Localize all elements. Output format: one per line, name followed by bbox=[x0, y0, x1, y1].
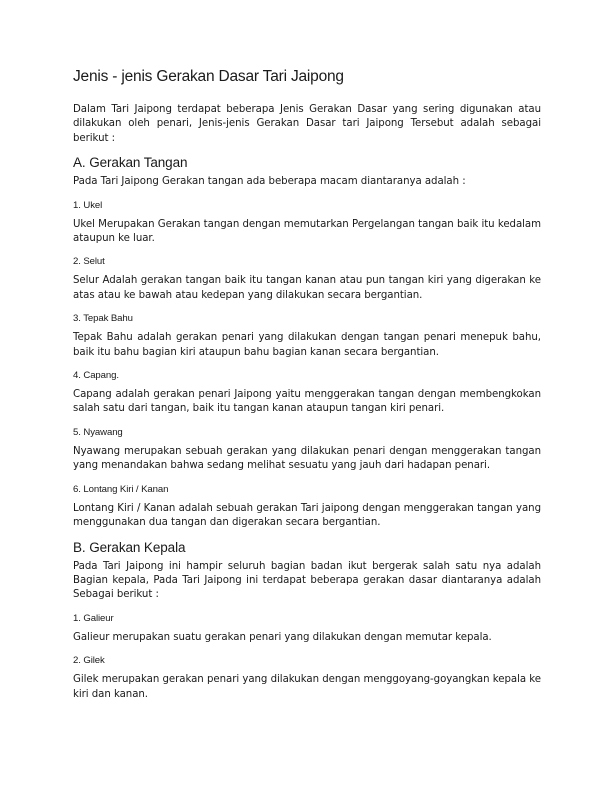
item-heading: 5. Nyawang bbox=[73, 426, 123, 438]
document-page bbox=[73, 68, 541, 702]
item-heading: 1. Ukel bbox=[73, 199, 103, 211]
item-ukel bbox=[73, 200, 541, 247]
item-heading: 2. Selut bbox=[73, 256, 105, 268]
item-nyawang bbox=[73, 427, 541, 474]
document-title: Jenis - jenis Gerakan Dasar Tari Jaipong bbox=[73, 68, 344, 85]
document-intro: Dalam Tari Jaipong terdapat beberapa Jenis Gerakan Dasar yang sering digunakan atau dilakukan oleh penari, Jenis-jenis Gerakan Dasar tari Jaipong Tersebut adalah sebagai berikut : bbox=[73, 104, 541, 144]
item-text: Galieur merupakan suatu gerakan penari yang dilakukan dengan memutar kepala. bbox=[73, 631, 492, 643]
item-text: Selur Adalah gerakan tangan baik itu tangan kanan atau pun tangan kiri yang digerakan ke atas atau ke bawah atau kedepan yang dilakukan secara bergantian. bbox=[73, 275, 541, 301]
item-capang bbox=[73, 370, 541, 417]
item-text: Capang adalah gerakan penari Jaipong yaitu menggerakan tangan dengan membengkokan salah satu dari tangan, baik itu tangan kanan ataupun tangan kiri penari. bbox=[73, 389, 541, 415]
section-gerakan-tangan bbox=[73, 155, 541, 530]
item-text: Nyawang merupakan sebuah gerakan yang dilakukan penari dengan menggerakan tangan yang menandakan bahwa sedang melihat sesuatu yang jauh dari hadapan penari. bbox=[73, 445, 541, 472]
item-text: Ukel Merupakan Gerakan tangan dengan memutarkan Pergelangan tangan baik itu kedalam ataupun ke luar. bbox=[73, 218, 541, 245]
item-text: Lontang Kiri / Kanan adalah sebuah gerakan Tari jaipong dengan menggerakan tangan yang menggunakan dua tangan dan digerakan secara bergantian. bbox=[73, 502, 541, 529]
section-heading: B. Gerakan Kepala bbox=[73, 539, 186, 555]
section-heading: A. Gerakan Tangan bbox=[73, 155, 188, 171]
item-tepak-bahu bbox=[73, 313, 541, 360]
item-selut bbox=[73, 256, 541, 303]
item-heading: 3. Tepak Bahu bbox=[73, 313, 133, 325]
item-lontang bbox=[73, 484, 541, 531]
item-heading: 6. Lontang Kiri / Kanan bbox=[73, 483, 169, 495]
item-text: Gilek merupakan gerakan penari yang dilakukan dengan menggoyang-goyangkan kepala ke kiri dan kanan. bbox=[73, 674, 541, 700]
item-galieur bbox=[73, 613, 541, 645]
item-heading: 2. Gilek bbox=[73, 655, 105, 667]
item-text: Tepak Bahu adalah gerakan penari yang dilakukan dengan tangan penari menepuk bahu, baik itu bahu bagian kiri ataupun bahu bagian kanan secara bergantian. bbox=[73, 332, 541, 358]
section-intro: Pada Tari Jaipong Gerakan tangan ada beberapa macam diantaranya adalah : bbox=[73, 176, 466, 188]
item-heading: 1. Galieur bbox=[73, 612, 114, 624]
section-gerakan-kepala bbox=[73, 540, 541, 702]
item-heading: 4. Capang. bbox=[73, 370, 119, 382]
item-gilek bbox=[73, 655, 541, 702]
section-intro: Pada Tari Jaipong ini hampir seluruh bagian badan ikut bergerak salah satu nya adalah Bagian kepala, Pada Tari Jaipong ini terdapat beberapa gerakan dasar diantaranya adalah Sebagai berikut : bbox=[73, 560, 541, 601]
